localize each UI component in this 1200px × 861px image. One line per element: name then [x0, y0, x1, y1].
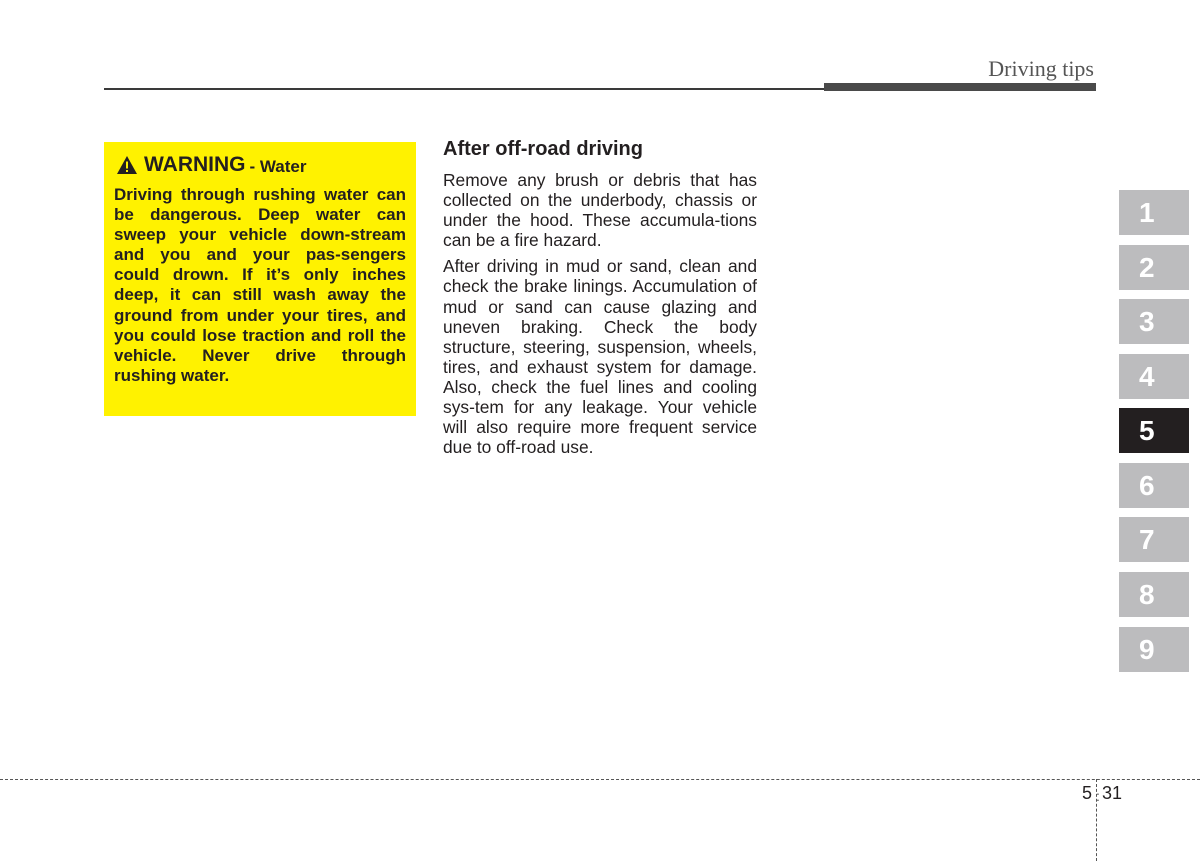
- warning-box: [104, 142, 416, 416]
- header-title: Driving tips: [988, 56, 1094, 81]
- paragraph: After driving in mud or sand, clean and check the brake linings. Accumulation of mud or sand can cause glazing and uneven braking. Check the body structure, steering, suspension, wheels, tires, and exhaust system for damage. Also, check the fuel lines and cooling sys-tem for any leakage. Your vehicle will also require more frequent service due to off-road use.: [443, 256, 757, 458]
- warning-label: WARNING: [144, 153, 246, 176]
- chapter-tab-1[interactable]: 1: [1119, 190, 1189, 235]
- chapter-tab-3[interactable]: 3: [1119, 299, 1189, 344]
- page-number: 31: [1102, 783, 1123, 803]
- paragraph: Remove any brush or debris that has collected on the underbody, chassis or under the hood. These accumula-tions can be a fire hazard.: [443, 170, 757, 251]
- main-content: [443, 138, 757, 463]
- header-rule: [104, 88, 824, 90]
- warning-triangle-icon: [116, 155, 138, 175]
- warning-heading: [114, 151, 406, 179]
- page-chapter-number: 5: [1081, 783, 1092, 803]
- footer-rule: [0, 779, 1200, 780]
- chapter-tab-4[interactable]: 4: [1119, 354, 1189, 399]
- chapter-tab-9[interactable]: 9: [1119, 627, 1189, 672]
- warning-subject: - Water: [249, 156, 307, 176]
- chapter-tab-5[interactable]: 5: [1119, 408, 1189, 453]
- header-rule-accent: [824, 83, 1096, 91]
- page-separator: :: [1096, 788, 1100, 804]
- section-title: After off-road driving: [443, 138, 643, 160]
- chapter-tab-7[interactable]: 7: [1119, 517, 1189, 562]
- chapter-tab-8[interactable]: 8: [1119, 572, 1189, 617]
- warning-body: Driving through rushing water can be dangerous. Deep water can sweep your vehicle down-stream and you and your pas-sengers could drown. If it’s only inches deep, it can still wash away the ground from under your tires, and you could lose traction and roll the vehicle. Never drive through rushing water.: [114, 185, 406, 385]
- chapter-tab-2[interactable]: 2: [1119, 245, 1189, 290]
- chapter-tab-6[interactable]: 6: [1119, 463, 1189, 508]
